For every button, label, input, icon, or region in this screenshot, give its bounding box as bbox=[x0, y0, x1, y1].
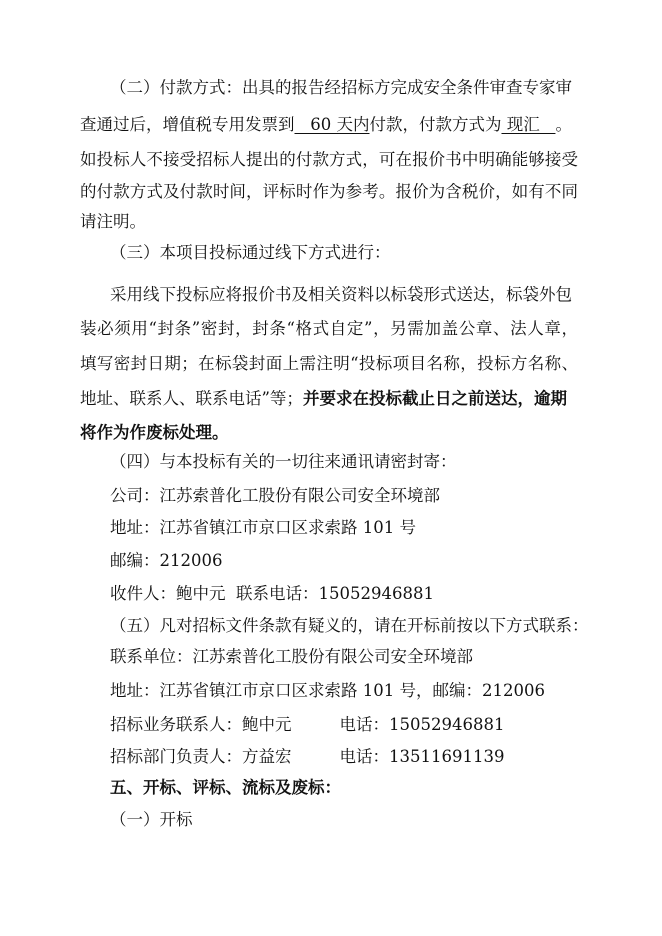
payment-text-e: 。 bbox=[555, 115, 572, 134]
payment-text-a: 查通过后，增值税专用发票到 bbox=[80, 115, 295, 134]
contact-person-2-phone: 电话：13511691139 bbox=[339, 747, 505, 766]
payment-line-5: 请注明。 bbox=[80, 212, 146, 231]
offline-line-5: 将作为作废标处理。 bbox=[80, 423, 229, 442]
payment-days: 60 天内 bbox=[294, 115, 370, 134]
mail-company: 公司：江苏索普化工股份有限公司安全环境部 bbox=[110, 486, 440, 505]
offline-text-a: 地址、联系人、联系电话”等； bbox=[80, 389, 303, 408]
mail-recipient: 收件人：鲍中元 联系电话：15052946881 bbox=[110, 584, 434, 603]
offline-heading: （三）本项目投标通过线下方式进行： bbox=[110, 243, 391, 262]
contact-heading: （五）凡对招标文件条款有疑义的，请在开标前按以下方式联系： bbox=[110, 616, 589, 635]
payment-line-4: 的付款方式及付款时间，评标时作为参考。报价为含税价，如有不同 bbox=[80, 182, 578, 201]
mail-address: 地址：江苏省镇江市京口区求索路 101 号 bbox=[110, 518, 416, 537]
mail-postcode: 邮编：212006 bbox=[110, 551, 223, 570]
payment-method: 现汇 bbox=[501, 115, 556, 134]
contact-person-1-label: 招标业务联系人：鲍中元 bbox=[110, 715, 292, 734]
contact-address: 地址：江苏省镇江市京口区求索路 101 号，邮编：212006 bbox=[110, 681, 545, 700]
contact-unit: 联系单位：江苏索普化工股份有限公司安全环境部 bbox=[110, 647, 473, 666]
payment-line-2 bbox=[80, 113, 662, 137]
offline-line-4 bbox=[80, 387, 662, 411]
payment-line-3: 如投标人不接受招标人提出的付款方式，可在报价书中明确能够接受 bbox=[80, 150, 578, 169]
contact-person-2-label: 招标部门负责人：方益宏 bbox=[110, 747, 292, 766]
offline-line-3: 填写密封日期；在标袋封面上需注明“投标项目名称，投标方名称、 bbox=[80, 354, 578, 373]
payment-line-1: （二）付款方式：出具的报告经招标方完成安全条件审查专家审 bbox=[110, 78, 572, 97]
payment-text-c: 付款，付款方式为 bbox=[369, 115, 502, 134]
offline-deadline-note: 并要求在投标截止日之前送达，逾期 bbox=[302, 389, 567, 408]
section-5-sub-1: （一）开标 bbox=[110, 810, 193, 829]
offline-line-2: 装必须用“封条”密封，封条“格式自定”，另需加盖公章、法人章， bbox=[80, 319, 578, 338]
section-5-heading: 五、开标、评标、流标及废标： bbox=[110, 778, 341, 797]
contact-person-1 bbox=[110, 713, 662, 737]
mail-heading: （四）与本投标有关的一切往来通讯请密封寄： bbox=[110, 452, 457, 471]
contact-person-1-phone: 电话：15052946881 bbox=[339, 715, 505, 734]
offline-line-1: 采用线下投标应将报价书及相关资料以标袋形式送达，标袋外包 bbox=[110, 285, 572, 304]
contact-person-2 bbox=[110, 745, 662, 769]
